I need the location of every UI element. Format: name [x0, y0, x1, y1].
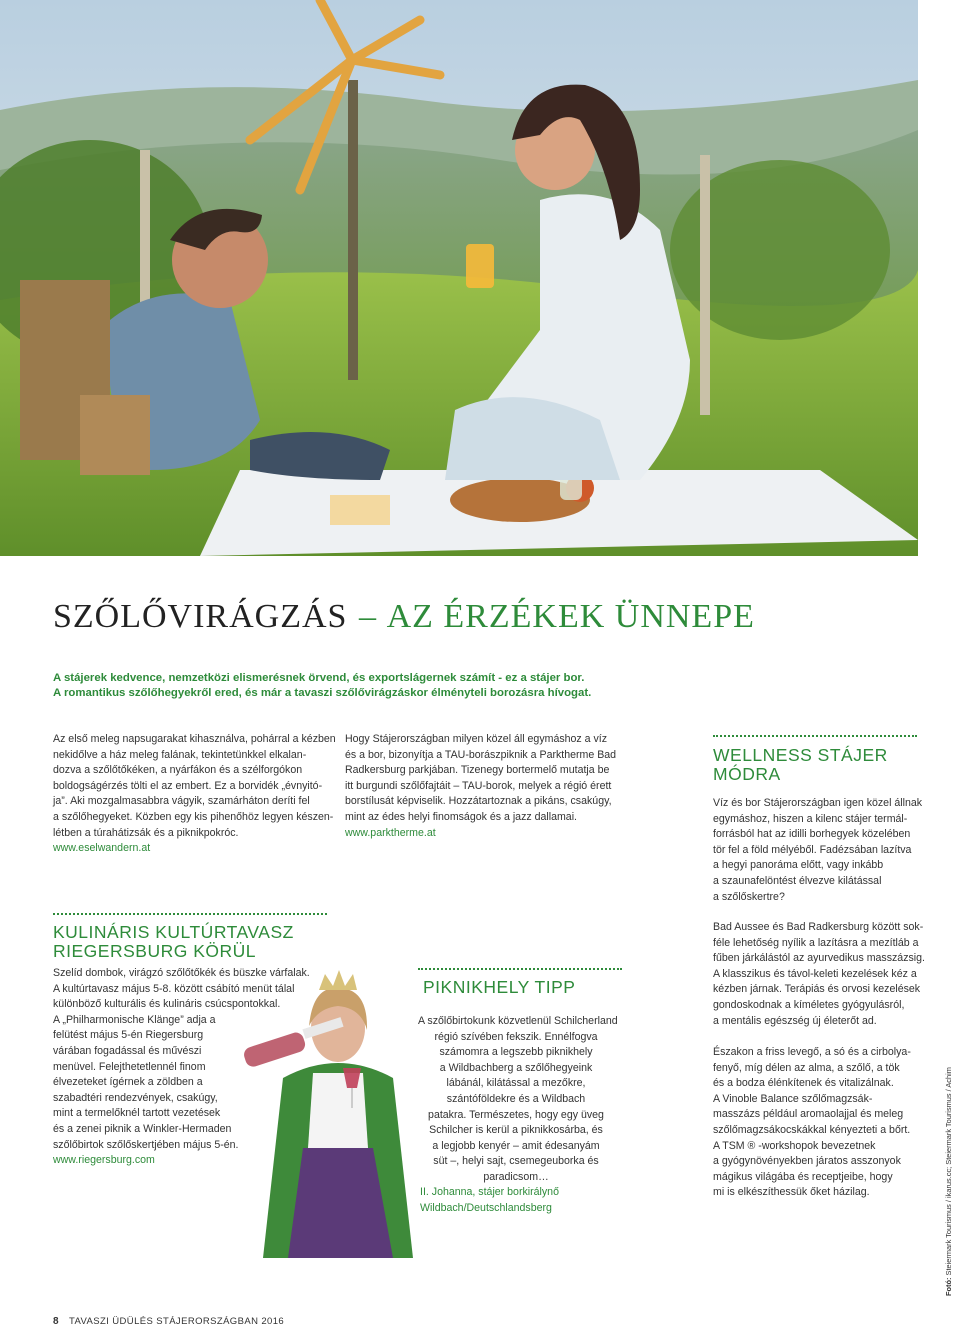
title-part2: AZ ÉRZÉKEK ÜNNEPE: [386, 598, 755, 635]
credit-text: Steiermark Tourismus / ikarus.cc; Steiermark Tourismus / Achim: [944, 1067, 953, 1276]
text-line: létben a túrahátizsák és a piknikpokróc.: [53, 826, 239, 839]
text-line: a hegyi panoráma előtt, vagy inkább: [713, 859, 884, 872]
text-line: és a zenei piknik a Winkler-Hermaden: [53, 1122, 232, 1135]
text-line: fenyő, míg délen az alma, a szőlő, a tök: [713, 1061, 900, 1074]
text-line: a legjobb kenyér – amit édesanyám: [432, 1139, 600, 1152]
text-line: a szőlőskertre?: [713, 890, 785, 903]
text-line: tör fel a föld mélyéből. Fadézsában lazítva: [713, 843, 912, 856]
footer-text: TAVASZI ÜDÜLÉS STÁJERORSZÁGBAN 2016: [68, 1316, 285, 1327]
lead-line: A romantikus szőlőhegyekről ered, és már a tavaszi szőlővirágzáskor élményteli borozásra hívogat.: [53, 687, 592, 699]
kulinaris-heading-line: RIEGERSBURG KÖRÜL: [53, 941, 256, 961]
signature-place: Wildbach/Deutschlandsberg: [420, 1201, 552, 1214]
signature-name: II. Johanna, stájer borkirálynő: [420, 1186, 559, 1198]
couple-picnic-vineyard-photo: [0, 0, 918, 556]
wellness-heading-line: WELLNESS STÁJER: [713, 745, 888, 765]
text-line: nekidőlve a ház meleg falának, tekintetünkkel elkalan-: [53, 748, 307, 761]
wine-queen-icon: [243, 948, 433, 1258]
text-line: borstílusát képviselik. Hozzátartoznak a pikáns, csakúgy,: [345, 795, 612, 808]
wellness-para3: [713, 1045, 911, 1201]
text-line: mint az édes helyi finomságok és a jazz dallamai.: [345, 810, 577, 823]
wellness-heading-line: MÓDRA: [713, 764, 781, 784]
piknik-signature: [420, 1185, 559, 1216]
text-line: dozva a szőlőtőkéken, a nyárfákon és a szélforgókon: [53, 764, 303, 777]
text-line: egymáshoz, hiszen a kilenc stájer termál-: [713, 812, 908, 825]
text-line: ja”. Aki mozgalmasabbra vágyik, szamárháton deríti fel: [53, 795, 310, 808]
title-dash: –: [358, 598, 377, 635]
wellness-intro: [713, 796, 922, 905]
text-line: mágikus világába és receptjeibe, hogy: [713, 1170, 893, 1183]
text-line: Hogy Stájerországban milyen közel áll egymáshoz a víz: [345, 733, 608, 745]
piknik-heading: PIKNIKHELY TIPP: [423, 977, 576, 997]
text-line: patakra. Természetes, hogy egy üveg: [428, 1108, 604, 1121]
text-line: szabadtéri rendezvények, csakúgy,: [53, 1091, 218, 1104]
text-line: felütést május 5-én Riegersburg: [53, 1029, 204, 1042]
text-line: gondoskodnak a kíméletes gyógyulásról,: [713, 998, 905, 1011]
lead-line: A stájerek kedvence, nemzetközi elismerésnek örvend, és exportslágernek számít - ez a stájer bor.: [53, 672, 585, 684]
text-line: régió szívében fekszik. Ennélfogva: [434, 1030, 598, 1043]
col1-body: [53, 732, 336, 857]
text-line: a Wildbachberg a szőlőhegyeink: [439, 1061, 593, 1074]
text-line: és a bodza élénkítenek és vitalizálnak.: [713, 1077, 894, 1090]
text-line: féle lehetőség nyílik a lazításra a mezítláb a: [713, 936, 919, 949]
col2-body: [345, 732, 616, 841]
kulinaris-heading-line: KULINÁRIS KULTÚRTAVASZ: [53, 922, 294, 942]
wine-queen-photo: [243, 948, 433, 1258]
text-line: a gyógynövényekben járatos asszonyok: [713, 1155, 901, 1168]
text-line: és a bor, bizonyítja a TAU-borászpiknik a Parktherme Bad: [345, 748, 617, 761]
credit-label: Fotó:: [944, 1277, 953, 1296]
parktherme-link[interactable]: www.parktherme.at: [345, 826, 436, 839]
text-line: fűben járkálástól az ayurvedikus masszázsig.: [713, 952, 925, 965]
text-line: A kultúrtavasz május 5-8. között csábító menüt tálal: [53, 982, 295, 995]
text-line: mint a termelőknél tartott vezetések: [53, 1107, 221, 1120]
piknik-divider: [418, 968, 622, 970]
text-line: szőlőbirtok szőlőskertjében május 5-én.: [53, 1138, 239, 1151]
text-line: a szőlőhegyeket. Közben egy kis pihenőhöz legyen készen-: [53, 810, 334, 823]
text-line: paradicsom…: [483, 1170, 549, 1183]
wellness-divider: [713, 735, 917, 737]
wellness-para2: [713, 920, 925, 1029]
text-line: A klasszikus és távol-keleti kezelések kéz a: [713, 967, 917, 980]
page-title: [53, 598, 755, 636]
text-line: a szaunafelöntést élvezve kilátással: [713, 874, 882, 887]
text-line: A TSM ® -workshopok bevezetnek: [713, 1139, 876, 1152]
text-line: A „Philharmonische Klänge” adja a: [53, 1013, 216, 1026]
text-line: különböző kulturális és kulináris csúcspontokkal.: [53, 998, 281, 1011]
text-line: a mentális egészség új életerőt ad.: [713, 1014, 877, 1027]
title-part1: SZŐLŐVIRÁGZÁS: [53, 598, 348, 635]
text-line: A Vinoble Balance szőlőmagzsák-: [713, 1092, 873, 1105]
page-footer: [53, 1316, 284, 1327]
kulinaris-divider: [53, 913, 327, 915]
text-line: boldogságérzés tölti el az embert. Ez a borvidék „évnyitó-: [53, 779, 323, 792]
lead-paragraph: [53, 671, 773, 701]
piknik-body: [418, 1014, 618, 1186]
text-line: Bad Aussee és Bad Radkersburg között sok-: [713, 921, 924, 933]
text-line: mi is elkészíthessük őket házilag.: [713, 1186, 870, 1199]
text-line: Radkersburg parkjában. Tizenegy bortermelő mutatja be: [345, 764, 610, 777]
photo-credit: [944, 1066, 953, 1296]
text-line: Északon a friss levegő, a só és a cirbolya-: [713, 1046, 911, 1058]
wellness-heading: [713, 746, 888, 784]
riegersburg-link[interactable]: www.riegersburg.com: [53, 1154, 155, 1167]
text-line: élvezeteket ígérnek a zöldben a: [53, 1076, 203, 1089]
text-line: masszázs például aromaolajjal és meleg: [713, 1108, 904, 1121]
hero-photo: [0, 0, 918, 556]
page-number: 8: [53, 1316, 59, 1327]
text-line: szántóföldekre és a Wildbach: [446, 1092, 586, 1105]
text-line: Az első meleg napsugarakat kihasználva, pohárral a kézben: [53, 733, 336, 745]
text-line: itt burgundi szőlőfajtáit – TAU-borok, melyek a régió érett: [345, 779, 612, 792]
text-line: süt –, helyi sajt, csemegeuborka és: [433, 1155, 599, 1168]
text-line: várában fogadással és művészi: [53, 1044, 202, 1057]
text-line: Víz és bor Stájerországban igen közel állnak: [713, 797, 923, 809]
eselwandern-link[interactable]: www.eselwandern.at: [53, 842, 151, 855]
text-line: lábánál, kilátással a mezőkre,: [446, 1077, 586, 1090]
text-line: szőlőmagzsákocskákkal kényezteti a bőrt.: [713, 1123, 911, 1136]
text-line: forrásból hat az idilli borhegyek közelében: [713, 828, 911, 841]
text-line: Schilcher is kerül a piknikkosárba, és: [429, 1124, 603, 1137]
text-line: Szelíd dombok, virágzó szőlőtőkék és büszke várfalak.: [53, 967, 310, 979]
text-line: számomra a legszebb piknikhely: [439, 1046, 593, 1059]
text-line: menüvel. Felejthetetlennél finom: [53, 1060, 206, 1073]
text-line: A szőlőbirtokunk közvetlenül Schilcherland: [418, 1015, 618, 1027]
text-line: kézben járnak. Terápiás és orvosi kezelések: [713, 983, 921, 996]
